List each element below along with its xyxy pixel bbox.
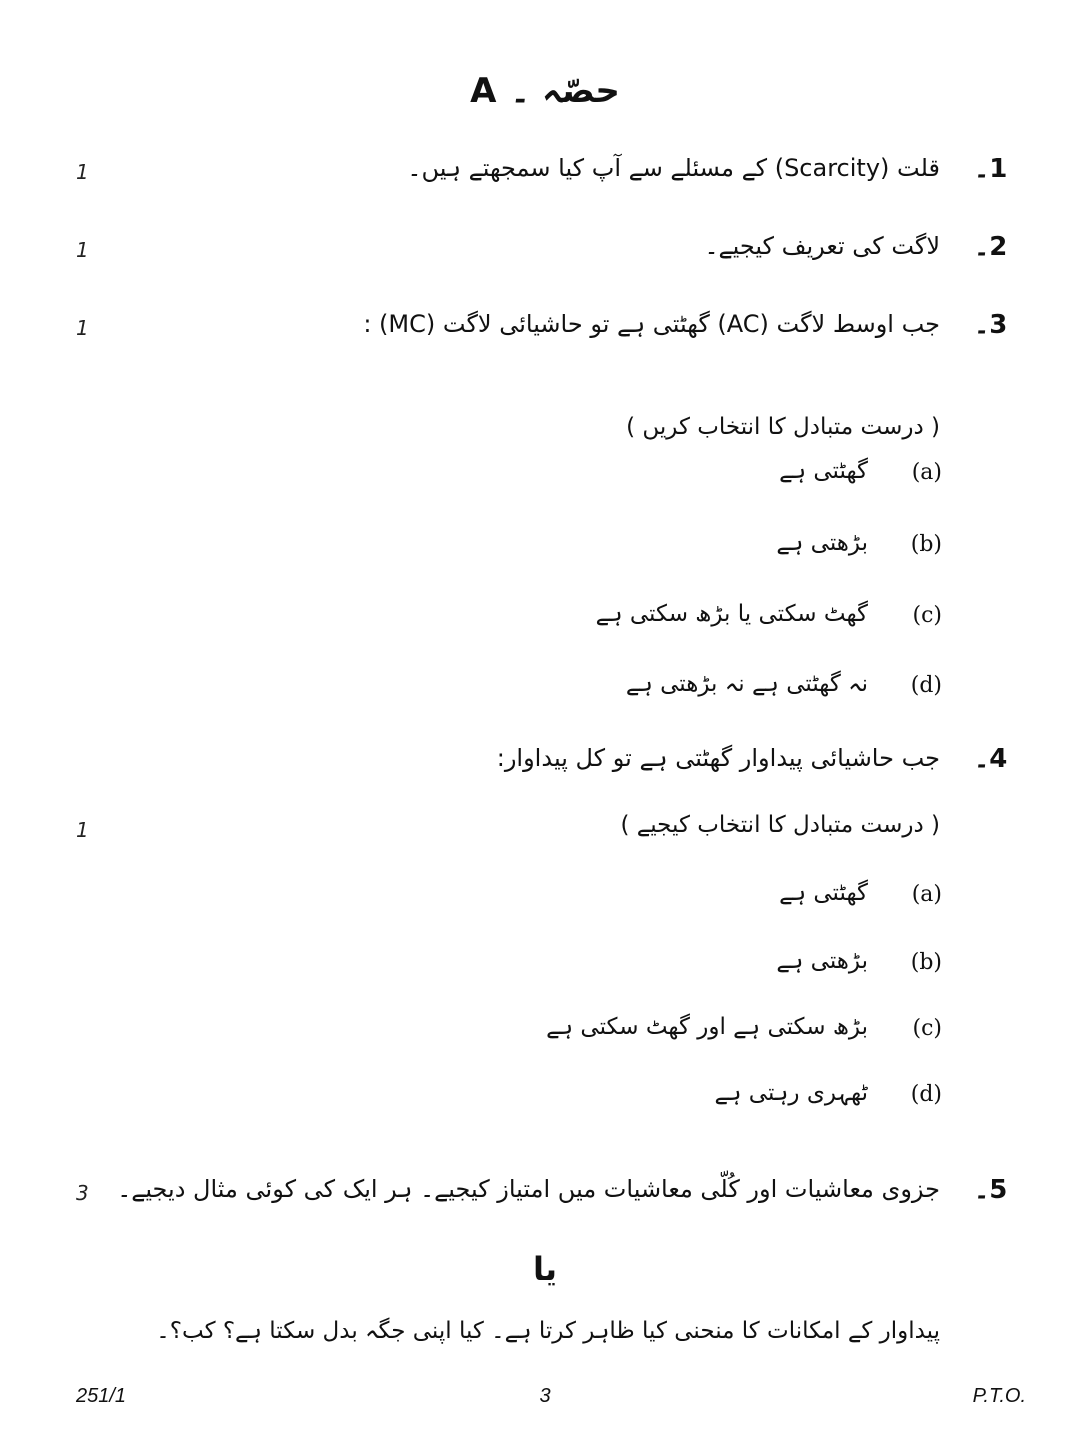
alternative-question-text: پیداوار کے امکانات کا منحنی کیا ظاہر کرتا ہے۔ کیا اپنی جگہ بدل سکتا ہے؟ کب؟۔ bbox=[156, 1318, 940, 1344]
question-3-number: 3۔ bbox=[974, 310, 1008, 340]
question-4-option-c-text: بڑھ سکتی ہے اور گھٹ سکتی ہے bbox=[546, 1014, 868, 1040]
question-4-number: 4۔ bbox=[974, 744, 1008, 774]
question-3-text: جب اوسط لاگت (AC) گھٹتی ہے تو حاشیائی لاگت (MC) : bbox=[363, 310, 940, 338]
question-3-option-d-text: نہ گھٹتی ہے نہ بڑھتی ہے bbox=[625, 671, 868, 697]
footer-pto: P.T.O. bbox=[972, 1385, 1026, 1407]
question-5-number: 5۔ bbox=[974, 1175, 1008, 1205]
question-2-text: لاگت کی تعریف کیجیے۔ bbox=[704, 232, 940, 260]
question-3-marks: 1 bbox=[76, 316, 89, 340]
question-4-option-b-text: بڑھتی ہے bbox=[776, 948, 868, 974]
question-1-text: قلت (Scarcity) کے مسئلے سے آپ کیا سمجھتے ہیں۔ bbox=[407, 154, 940, 182]
question-3-option-d-label: (d) bbox=[910, 673, 942, 698]
question-4-option-a-label: (a) bbox=[911, 882, 942, 907]
question-3-option-b-text: بڑھتی ہے bbox=[776, 530, 868, 556]
question-4-instruction: ( درست متبادل کا انتخاب کیجیے ) bbox=[620, 812, 940, 838]
question-2-marks: 1 bbox=[76, 238, 89, 262]
question-4-text: جب حاشیائی پیداوار گھٹتی ہے تو کل پیداوار: bbox=[496, 744, 940, 772]
question-3-option-a-text: گھٹتی ہے bbox=[779, 458, 868, 484]
question-3-option-c-text: گھٹ سکتی یا بڑھ سکتی ہے bbox=[595, 601, 868, 627]
question-5-text: جزوی معاشیات اور کُلّی معاشیات میں امتیاز کیجیے۔ ہر ایک کی کوئی مثال دیجیے۔ bbox=[117, 1175, 940, 1203]
question-4-option-d-text: ٹھہری رہتی ہے bbox=[714, 1080, 868, 1106]
question-4-option-d-label: (d) bbox=[910, 1082, 942, 1107]
question-3-option-b-label: (b) bbox=[910, 532, 942, 557]
question-4-marks: 1 bbox=[76, 818, 89, 842]
section-title: حصّہ ۔ A bbox=[470, 71, 620, 111]
question-3-option-a-label: (a) bbox=[911, 460, 942, 485]
question-4-option-b-label: (b) bbox=[910, 950, 942, 975]
question-4-option-c-label: (c) bbox=[912, 1016, 942, 1041]
question-3-instruction: ( درست متبادل کا انتخاب کریں ) bbox=[626, 414, 940, 440]
question-2-number: 2۔ bbox=[974, 232, 1008, 262]
footer-paper-code: 251/1 bbox=[76, 1385, 127, 1407]
question-3-option-c-label: (c) bbox=[912, 603, 942, 628]
or-divider: یا bbox=[532, 1250, 558, 1288]
question-1-marks: 1 bbox=[76, 160, 89, 184]
footer-page-number: 3 bbox=[539, 1385, 551, 1407]
question-4-option-a-text: گھٹتی ہے bbox=[779, 880, 868, 906]
question-5-marks: 3 bbox=[76, 1181, 89, 1205]
question-1-number: 1۔ bbox=[974, 154, 1008, 184]
